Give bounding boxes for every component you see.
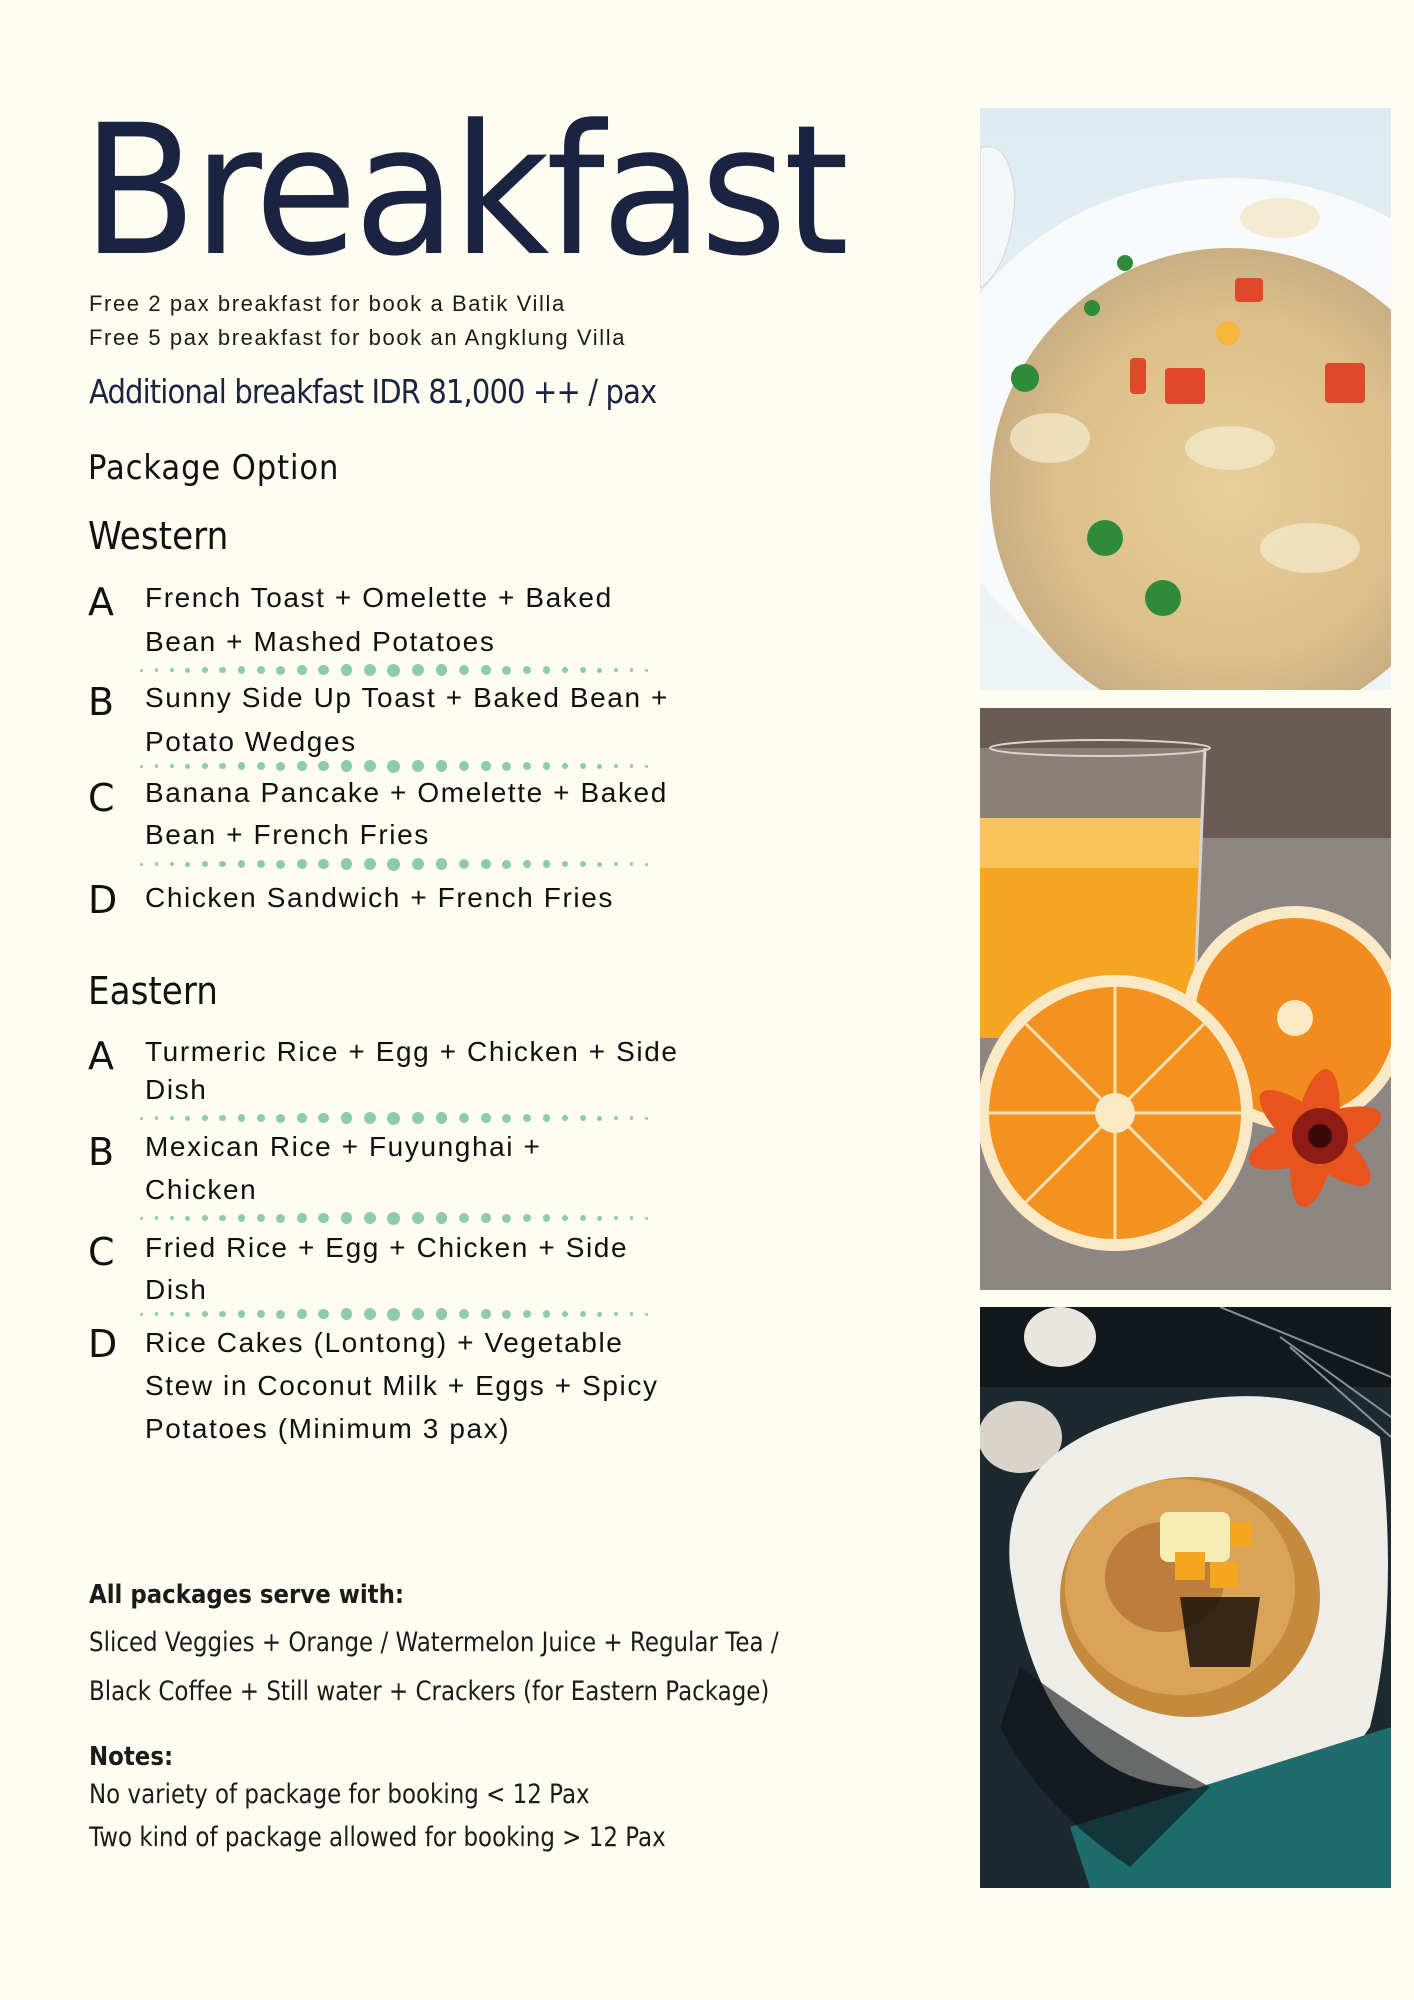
notes-heading: Notes: (89, 1742, 174, 1772)
divider-dot (436, 1308, 447, 1319)
divider-dot (155, 1116, 158, 1119)
divider-dot (341, 858, 352, 869)
western-heading: Western (88, 514, 229, 558)
divider-dot (502, 1114, 511, 1123)
divider-dot (580, 763, 586, 769)
divider-dot (645, 1313, 648, 1316)
divider-dot (580, 1215, 586, 1221)
serve-with-line: Sliced Veggies + Orange / Watermelon Juice + Regular Tea / (89, 1627, 779, 1658)
divider-dot (341, 1308, 352, 1319)
divider-dot (502, 762, 511, 771)
divider-dot (436, 858, 447, 869)
divider-dot (436, 1212, 447, 1223)
divider-dot (562, 1215, 569, 1222)
divider-dot (614, 1116, 618, 1120)
divider-dot (523, 1310, 531, 1318)
divider-dot (645, 1117, 648, 1120)
divider-dot (614, 1216, 618, 1220)
divider-dot (202, 1215, 208, 1221)
divider-dot (140, 863, 143, 866)
dotted-divider (140, 856, 648, 872)
dotted-divider (140, 1210, 648, 1226)
divider-dot (140, 1313, 143, 1316)
divider-dot (364, 664, 376, 676)
divider-dot (155, 1216, 158, 1219)
divider-dot (459, 761, 470, 772)
divider-dot (155, 862, 158, 865)
divider-dot (170, 1312, 174, 1316)
divider-dot (318, 1213, 329, 1224)
serve-with-line: Black Coffee + Still water + Crackers (for Eastern Package) (89, 1676, 770, 1707)
divider-dot (297, 761, 307, 771)
divider-dot (543, 762, 550, 769)
divider-dot (459, 1309, 470, 1320)
divider-dot (238, 1310, 245, 1317)
item-letter: A (88, 1034, 114, 1078)
item-text: Stew in Coconut Milk + Eggs + Spicy (145, 1370, 659, 1401)
divider-dot (459, 859, 470, 870)
divider-dot (412, 1112, 424, 1124)
divider-dot (364, 858, 376, 870)
divider-dot (170, 1216, 174, 1220)
divider-dot (502, 1310, 511, 1319)
divider-dot (502, 1214, 511, 1223)
dotted-divider (140, 1110, 648, 1126)
divider-dot (412, 858, 424, 870)
divider-dot (238, 762, 245, 769)
divider-dot (436, 760, 447, 771)
divider-dot (257, 1214, 265, 1222)
divider-dot (630, 1216, 633, 1219)
divider-dot (297, 1113, 307, 1123)
divider-dot (412, 1212, 424, 1224)
divider-dot (185, 668, 190, 673)
divider-dot (645, 669, 648, 672)
divider-dot (364, 1212, 376, 1224)
divider-dot (219, 1311, 226, 1318)
divider-dot (387, 760, 400, 773)
item-text: Dish (145, 1274, 208, 1305)
item-text: Chicken (145, 1174, 258, 1205)
divider-dot (238, 1214, 245, 1221)
divider-dot (155, 668, 158, 671)
fried-rice-image (980, 108, 1391, 690)
divider-dot (562, 861, 569, 868)
item-text: Dish (145, 1074, 208, 1105)
divider-dot (614, 764, 618, 768)
divider-dot (202, 1115, 208, 1121)
item-text: Bean + Mashed Potatoes (145, 626, 496, 657)
divider-dot (562, 667, 569, 674)
divider-dot (645, 1217, 648, 1220)
divider-dot (219, 667, 226, 674)
divider-dot (238, 860, 245, 867)
divider-dot (523, 860, 531, 868)
divider-dot (297, 1213, 307, 1223)
package-option-heading: Package Option (88, 448, 340, 488)
divider-dot (257, 762, 265, 770)
divider-dot (185, 862, 190, 867)
item-text: Rice Cakes (Lontong) + Vegetable (145, 1327, 624, 1358)
divider-dot (238, 1114, 245, 1121)
divider-dot (257, 1310, 265, 1318)
note-line: Two kind of package allowed for booking > 12 Pax (89, 1822, 666, 1853)
divider-dot (436, 664, 447, 675)
divider-dot (614, 862, 618, 866)
divider-dot (219, 763, 226, 770)
divider-dot (580, 1115, 586, 1121)
divider-dot (170, 764, 174, 768)
divider-dot (630, 862, 633, 865)
divider-dot (436, 1112, 447, 1123)
divider-dot (297, 859, 307, 869)
page-title: Breakfast (82, 87, 846, 296)
divider-dot (185, 1216, 190, 1221)
divider-dot (562, 1115, 569, 1122)
divider-dot (580, 1311, 586, 1317)
serve-with-heading: All packages serve with: (89, 1580, 405, 1610)
divider-dot (387, 664, 400, 677)
item-text: Banana Pancake + Omelette + Baked (145, 777, 668, 808)
divider-dot (364, 1112, 376, 1124)
divider-dot (523, 1114, 531, 1122)
divider-dot (459, 1213, 470, 1224)
divider-dot (202, 1311, 208, 1317)
divider-dot (297, 1309, 307, 1319)
divider-dot (276, 1310, 285, 1319)
divider-dot (297, 665, 307, 675)
divider-dot (597, 668, 602, 673)
divider-dot (170, 862, 174, 866)
divider-dot (562, 1311, 569, 1318)
divider-dot (412, 664, 424, 676)
pancake-image (980, 1307, 1391, 1888)
eastern-heading: Eastern (88, 969, 218, 1013)
divider-dot (630, 668, 633, 671)
divider-dot (276, 860, 285, 869)
divider-dot (580, 861, 586, 867)
divider-dot (630, 764, 633, 767)
divider-dot (387, 1308, 400, 1321)
item-letter: C (88, 1230, 115, 1274)
divider-dot (543, 1214, 550, 1221)
divider-dot (481, 1213, 491, 1223)
item-letter: B (88, 1130, 115, 1174)
dotted-divider (140, 1306, 648, 1322)
divider-dot (276, 666, 285, 675)
divider-dot (614, 668, 618, 672)
divider-dot (318, 859, 329, 870)
divider-dot (523, 762, 531, 770)
divider-dot (543, 666, 550, 673)
item-text: Mexican Rice + Fuyunghai + (145, 1131, 542, 1162)
item-text: Turmeric Rice + Egg + Chicken + Side (145, 1036, 679, 1067)
item-text: Fried Rice + Egg + Chicken + Side (145, 1232, 629, 1263)
divider-dot (481, 859, 491, 869)
divider-dot (459, 1113, 470, 1124)
divider-dot (645, 765, 648, 768)
divider-dot (219, 861, 226, 868)
divider-dot (597, 764, 602, 769)
divider-dot (387, 1112, 400, 1125)
divider-dot (219, 1215, 226, 1222)
divider-dot (597, 1216, 602, 1221)
divider-dot (630, 1312, 633, 1315)
divider-dot (341, 760, 352, 771)
divider-dot (481, 1113, 491, 1123)
item-letter: D (88, 1322, 118, 1366)
divider-dot (341, 664, 352, 675)
divider-dot (412, 760, 424, 772)
divider-dot (543, 860, 550, 867)
divider-dot (140, 669, 143, 672)
item-letter: D (88, 878, 118, 922)
divider-dot (645, 863, 648, 866)
item-text: Bean + French Fries (145, 819, 430, 850)
item-text: Potato Wedges (145, 726, 357, 757)
item-letter: B (88, 680, 115, 724)
divider-dot (543, 1114, 550, 1121)
orange-juice-photo (980, 708, 1391, 1290)
divider-dot (614, 1312, 618, 1316)
item-text: Potatoes (Minimum 3 pax) (145, 1413, 511, 1444)
divider-dot (630, 1116, 633, 1119)
divider-dot (318, 665, 329, 676)
divider-dot (140, 765, 143, 768)
divider-dot (481, 761, 491, 771)
divider-dot (318, 1309, 329, 1320)
dotted-divider (140, 662, 648, 678)
divider-dot (387, 858, 400, 871)
divider-dot (318, 1113, 329, 1124)
divider-dot (597, 1312, 602, 1317)
item-text: Sunny Side Up Toast + Baked Bean + (145, 682, 669, 713)
divider-dot (597, 1116, 602, 1121)
divider-dot (238, 666, 245, 673)
divider-dot (257, 666, 265, 674)
divider-dot (257, 1114, 265, 1122)
divider-dot (523, 666, 531, 674)
item-text: French Toast + Omelette + Baked (145, 582, 613, 613)
divider-dot (502, 666, 511, 675)
free-offer-angklung: Free 5 pax breakfast for book an Angklung Villa (89, 325, 627, 350)
item-letter: A (88, 580, 114, 624)
divider-dot (580, 667, 586, 673)
divider-dot (140, 1117, 143, 1120)
divider-dot (185, 1312, 190, 1317)
divider-dot (481, 1309, 491, 1319)
divider-dot (276, 762, 285, 771)
divider-dot (562, 763, 569, 770)
divider-dot (523, 1214, 531, 1222)
divider-dot (481, 665, 491, 675)
divider-dot (202, 861, 208, 867)
pancake-photo (980, 1307, 1391, 1888)
divider-dot (502, 860, 511, 869)
divider-dot (170, 668, 174, 672)
divider-dot (364, 760, 376, 772)
divider-dot (202, 763, 208, 769)
divider-dot (387, 1212, 400, 1225)
divider-dot (170, 1116, 174, 1120)
additional-price: Additional breakfast IDR 81,000 ++ / pax (89, 372, 657, 411)
fried-rice-photo (980, 108, 1391, 690)
divider-dot (543, 1310, 550, 1317)
divider-dot (412, 1308, 424, 1320)
divider-dot (219, 1115, 226, 1122)
item-text: Chicken Sandwich + French Fries (145, 882, 614, 913)
divider-dot (140, 1217, 143, 1220)
note-line: No variety of package for booking < 12 Pax (89, 1779, 590, 1810)
free-offer-batik: Free 2 pax breakfast for book a Batik Villa (89, 291, 566, 316)
divider-dot (185, 1116, 190, 1121)
divider-dot (364, 1308, 376, 1320)
divider-dot (257, 860, 265, 868)
divider-dot (341, 1112, 352, 1123)
divider-dot (341, 1212, 352, 1223)
dotted-divider (140, 758, 648, 774)
divider-dot (597, 862, 602, 867)
divider-dot (155, 1312, 158, 1315)
divider-dot (202, 667, 208, 673)
divider-dot (185, 764, 190, 769)
item-letter: C (88, 776, 115, 820)
divider-dot (276, 1214, 285, 1223)
divider-dot (459, 665, 470, 676)
orange-juice-image (980, 708, 1391, 1290)
divider-dot (155, 764, 158, 767)
divider-dot (276, 1114, 285, 1123)
divider-dot (318, 761, 329, 772)
